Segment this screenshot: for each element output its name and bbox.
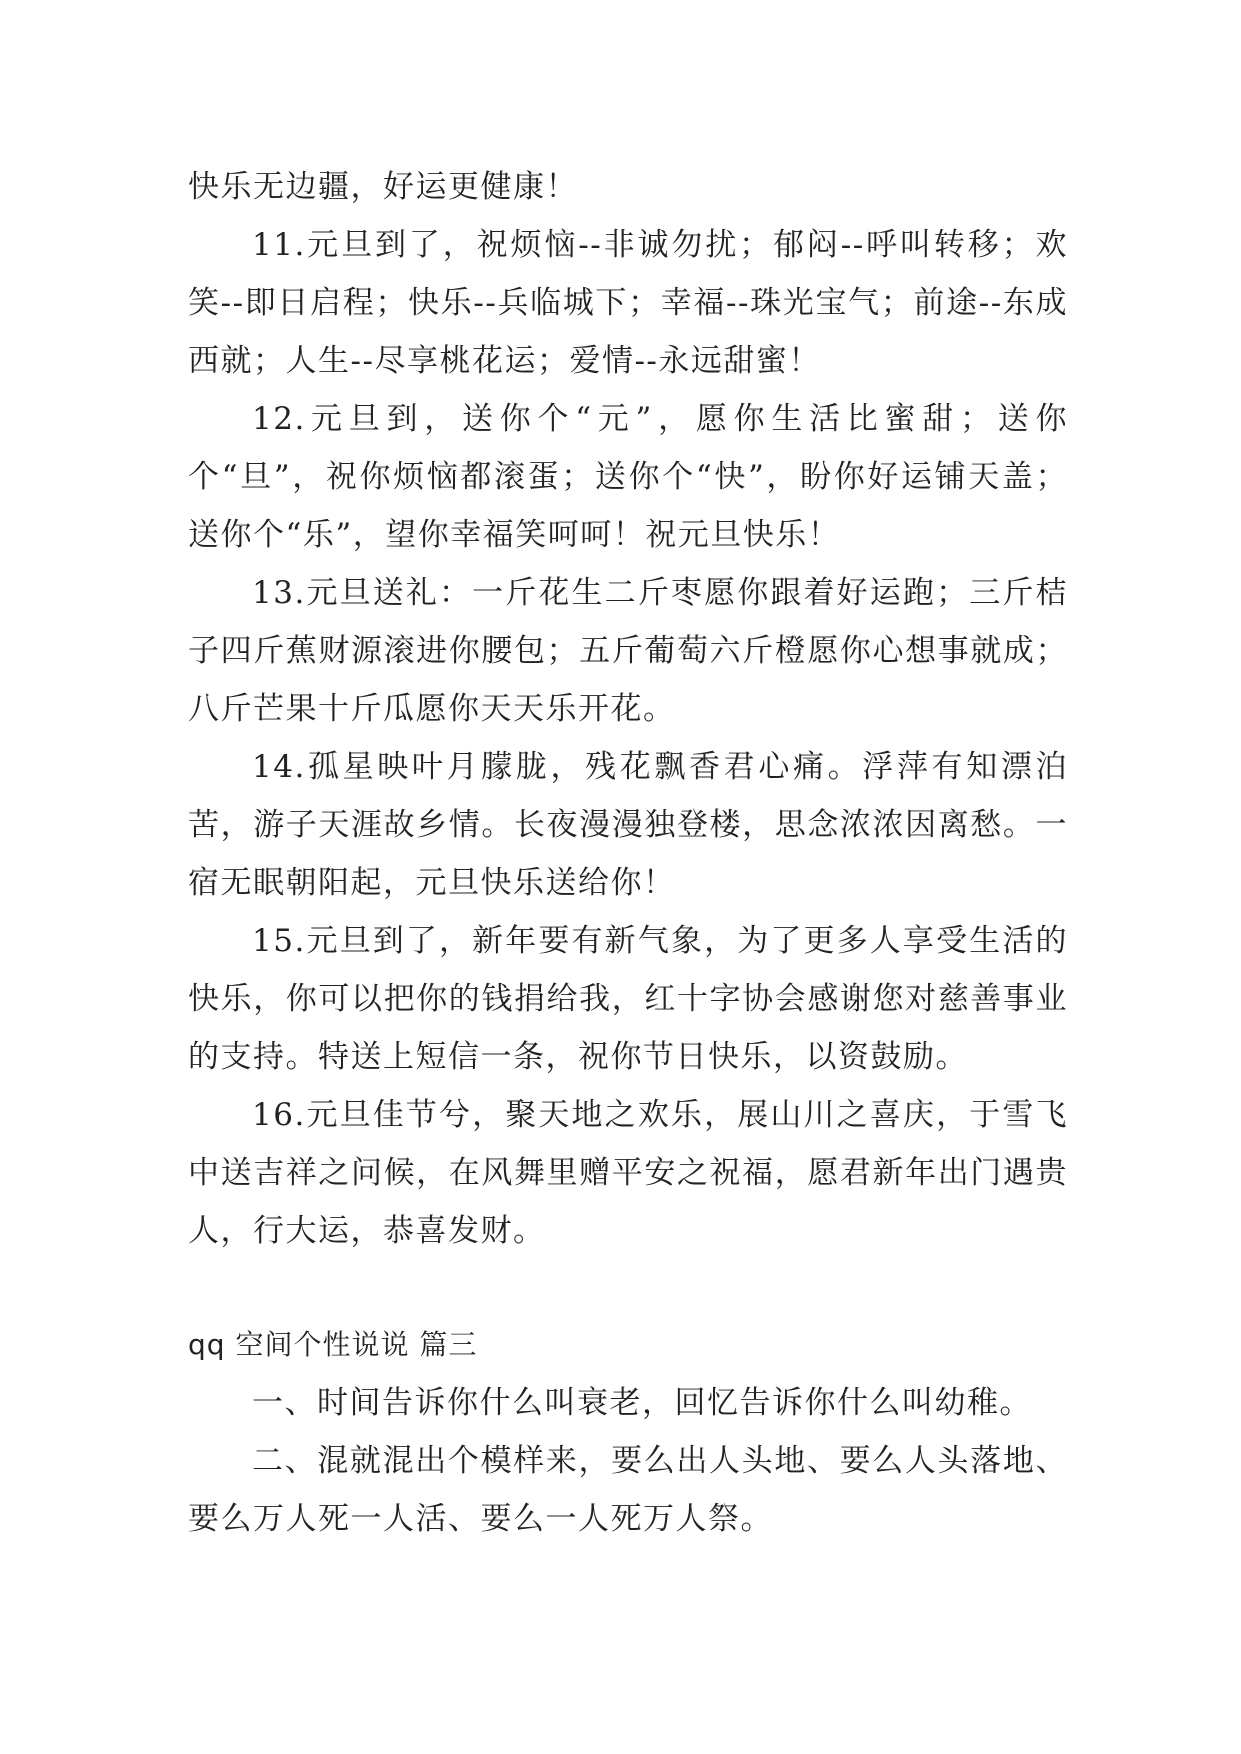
wish-item-14: 14.孤星映叶月朦胧，残花飘香君心痛。浮萍有知漂泊苦，游子天涯故乡情。长夜漫漫独登楼，思念浓浓因离愁。一宿无眠朝阳起，元旦快乐送给你！ <box>188 749 1068 901</box>
saying-item-2: 二、混就混出个模样来，要么出人头地、要么人头落地、要么万人死一人活、要么一人死万人祭。 <box>188 1443 1068 1537</box>
document-body <box>188 158 1068 1548</box>
wish-item-15: 15.元旦到了，新年要有新气象，为了更多人享受生活的快乐，你可以把你的钱捐给我，红十字协会感谢您对慈善事业的支持。特送上短信一条，祝你节日快乐，以资鼓励。 <box>188 923 1068 1075</box>
saying-item-1: 一、时间告诉你什么叫衰老，回忆告诉你什么叫幼稚。 <box>252 1385 1032 1421</box>
wish-item-13: 13.元旦送礼：一斤花生二斤枣愿你跟着好运跑；三斤桔子四斤蕉财源滚进你腰包；五斤葡萄六斤橙愿你心想事就成；八斤芒果十斤瓜愿你天天乐开花。 <box>188 575 1068 727</box>
continued-paragraph: 快乐无边疆，好运更健康！ <box>188 169 578 205</box>
section-heading: qq 空间个性说说 篇三 <box>188 1328 478 1361</box>
wish-item-16: 16.元旦佳节兮，聚天地之欢乐，展山川之喜庆，于雪飞中送吉祥之问候，在风舞里赠平安之祝福，愿君新年出门遇贵人，行大运，恭喜发财。 <box>188 1097 1068 1249</box>
wish-item-12: 12.元旦到，送你个“元”，愿你生活比蜜甜；送你个“旦”，祝你烦恼都滚蛋；送你个“快”，盼你好运铺天盖；送你个“乐”，望你幸福笑呵呵！祝元旦快乐！ <box>188 401 1068 553</box>
wish-item-11: 11.元旦到了，祝烦恼--非诚勿扰；郁闷--呼叫转移；欢笑--即日启程；快乐--兵临城下；幸福--珠光宝气；前途--东成西就；人生--尽享桃花运；爱情--永远甜蜜！ <box>188 227 1068 379</box>
section-gap <box>188 1260 1068 1316</box>
